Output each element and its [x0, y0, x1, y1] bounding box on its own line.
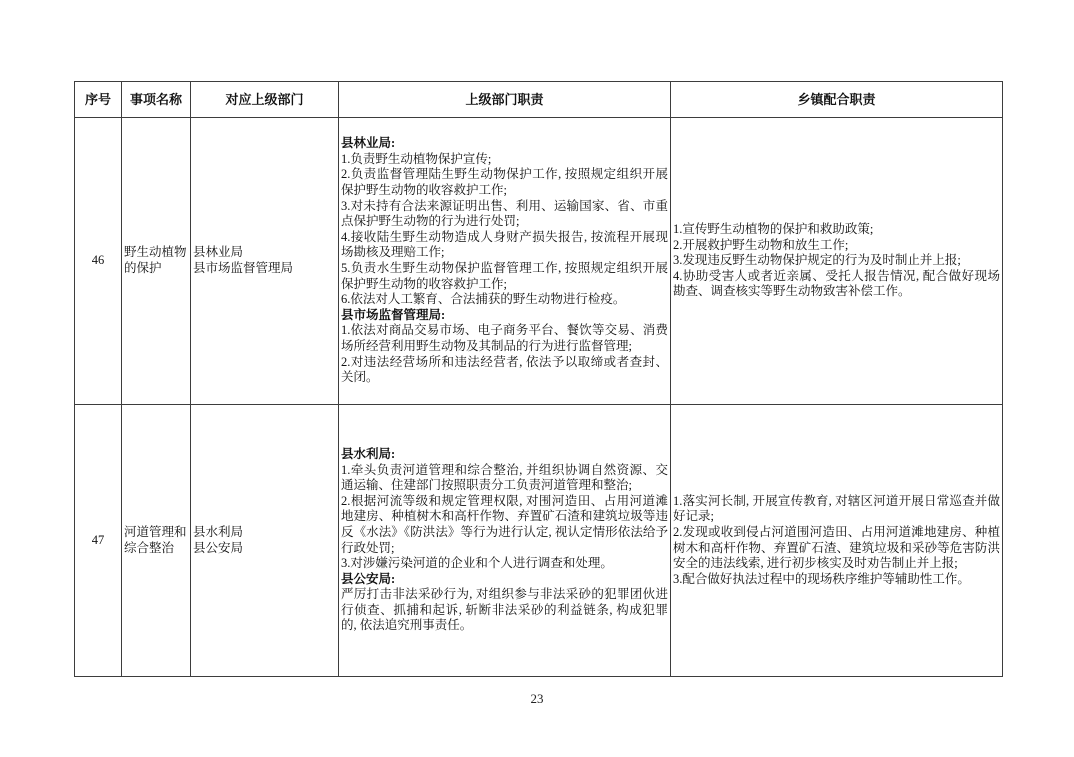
page-number: 23: [530, 691, 544, 706]
table-row: [75, 118, 1003, 405]
department-line: 县市场监督管理局: [193, 261, 294, 275]
seq-cell: 47: [75, 405, 122, 677]
duty-line: 3.配合做好执法过程中的现场秩序维护等辅助性工作。: [673, 571, 970, 586]
item-name-cell: 河道管理和综合整治: [122, 405, 191, 677]
duty-line: 4.协助受害人或者近亲属、受托人报告情况, 配合做好现场勘查、调查核实等野生动物致害补偿工作。: [673, 268, 1000, 299]
duty-line: 2.根据河流等级和规定管理权限, 对围河造田、占用河道滩地建房、种植树木和高杆作物、弃置矿石渣和建筑垃圾等违反《水法》《防洪法》等行为进行认定, 视认定情形依法给予行政处罚;: [341, 493, 668, 555]
superior-duties-cell: [339, 118, 671, 405]
department-line: 县水利局: [193, 524, 244, 539]
table-row: [75, 405, 1003, 677]
duty-table-body: [75, 118, 1003, 677]
department-heading: 县水利局:: [341, 446, 396, 461]
duty-line: 4.接收陆生野生动物造成人身财产损失报告, 按流程开展现场勘核及理赔工作;: [341, 229, 668, 260]
header-township-duties: 乡镇配合职责: [671, 82, 1003, 118]
duty-line: 2.对违法经营场所和违法经营者, 依法予以取缔或者查封、关闭。: [341, 354, 668, 385]
township-duties-cell: [671, 118, 1003, 405]
duty-table-header: [75, 82, 1003, 118]
item-name-cell: 野生动植物的保护: [122, 118, 191, 405]
department-heading: 县市场监督管理局:: [341, 307, 446, 322]
department-heading: 县公安局:: [341, 571, 396, 586]
duty-line: 3.发现违反野生动物保护规定的行为及时制止并上报;: [673, 253, 961, 268]
header-seq: 序号: [75, 82, 122, 118]
superior-departments-cell: [191, 405, 339, 677]
seq-cell: 46: [75, 118, 122, 405]
duty-line: 5.负责水生野生动物保护监督管理工作, 按照规定组织开展保护野生动物的收容救护工作;: [341, 261, 668, 291]
superior-duties-cell: [339, 405, 671, 677]
township-duties-cell: [671, 405, 1003, 677]
superior-departments-cell: [191, 118, 339, 405]
department-heading: 县林业局:: [341, 136, 396, 151]
department-line: 县公安局: [193, 540, 244, 555]
header-superior-duties: 上级部门职责: [339, 82, 671, 118]
duty-line: 严厉打击非法采砂行为, 对组织参与非法采砂的犯罪团伙进行侦查、抓捕和起诉, 斩断非法采砂的利益链条, 构成犯罪的, 依法追究刑事责任。: [341, 587, 668, 633]
department-line: 县林业局: [193, 245, 244, 260]
duty-line: 2.发现或收到侵占河道围河造田、占用河道滩地建房、种植树木和高杆作物、弃置矿石渣、建筑垃圾和采砂等危害防洪安全的违法线索, 进行初步核实及时劝告制止并上报;: [673, 524, 1000, 571]
duty-line: 2.开展救护野生动物和放生工作;: [673, 237, 849, 252]
header-superior-department: 对应上级部门: [191, 82, 339, 118]
duty-line: 3.对未持有合法来源证明出售、利用、运输国家、省、市重点保护野生动物的行为进行处罚;: [341, 198, 668, 229]
duty-line: 6.依法对人工繁育、合法捕获的野生动物进行检疫。: [341, 292, 626, 307]
duty-table: [74, 81, 1003, 677]
header-row: [75, 82, 1003, 118]
duty-line: 1.宣传野生动植物的保护和救助政策;: [673, 222, 874, 237]
header-item-name: 事项名称: [122, 82, 191, 118]
duty-line: 1.牵头负责河道管理和综合整治, 并组织协调自然资源、交通运输、住建部门按照职责分工负责河道管理和整治;: [341, 462, 668, 493]
duty-line: 2.负责监督管理陆生野生动物保护工作, 按照规定组织开展保护野生动物的收容救护工作;: [341, 167, 668, 198]
duty-line: 1.负责野生动植物保护宣传;: [341, 151, 492, 166]
duty-line: 1.依法对商品交易市场、电子商务平台、餐饮等交易、消费场所经营利用野生动物及其制品的行为进行监督管理;: [341, 323, 668, 353]
duty-line: 1.落实河长制, 开展宣传教育, 对辖区河道开展日常巡查并做好记录;: [673, 493, 1000, 524]
duty-line: 3.对涉嫌污染河道的企业和个人进行调查和处理。: [341, 556, 613, 571]
